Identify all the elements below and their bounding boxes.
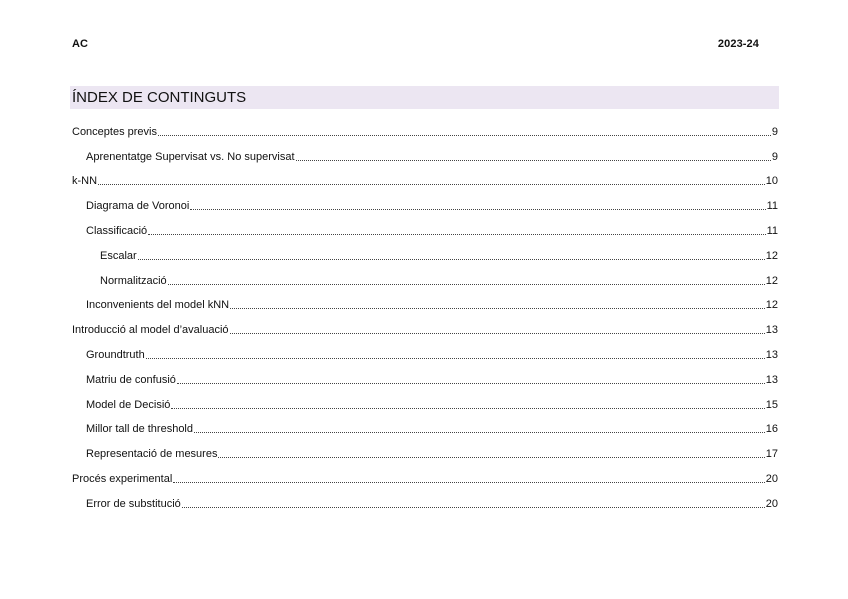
toc-entry[interactable]: [72, 362, 778, 387]
toc-entry-page-number: 10: [765, 175, 778, 188]
header-year: 2023-24: [717, 38, 759, 50]
header-course: AC: [72, 38, 89, 50]
toc-entry-page-number: 17: [765, 448, 778, 461]
toc-entry-label: Representació de mesures: [86, 448, 218, 461]
toc-entry[interactable]: [72, 461, 778, 486]
toc-entry-label: Matriu de confusió: [86, 373, 176, 386]
toc-entry-page-number: 13: [765, 348, 778, 361]
toc-entry-page-number: 13: [765, 373, 778, 386]
toc-entry[interactable]: [72, 139, 778, 164]
toc-entry-page-number: 16: [765, 423, 778, 436]
toc-entry-label: Procés experimental: [72, 472, 173, 485]
toc-dot-leader: [168, 284, 765, 285]
toc-dot-leader: [194, 432, 765, 433]
toc-entry-label: Model de Decisió: [86, 398, 171, 411]
toc-dot-leader: [173, 482, 764, 483]
toc-dot-leader: [148, 234, 765, 235]
toc-entry-page-number: 20: [765, 472, 778, 485]
toc-entry-label: Aprenentatge Supervisat vs. No supervisat: [86, 150, 295, 163]
toc-entry[interactable]: [72, 288, 778, 313]
toc-entry[interactable]: [72, 387, 778, 412]
toc-entry-label: Inconvenients del model kNN: [86, 299, 230, 312]
toc-dot-leader: [138, 259, 765, 260]
toc-entry[interactable]: [72, 188, 778, 213]
toc-entry-page-number: 12: [765, 249, 778, 262]
toc-entry[interactable]: [72, 412, 778, 437]
toc-entry-page-number: 11: [766, 200, 778, 213]
toc-entry[interactable]: [72, 263, 778, 288]
toc-dot-leader: [230, 333, 765, 334]
toc-dot-leader: [177, 383, 765, 384]
toc-dot-leader: [98, 184, 765, 185]
toc-list: [72, 114, 778, 511]
toc-dot-leader: [190, 209, 765, 210]
toc-dot-leader: [171, 408, 764, 409]
toc-entry-page-number: 12: [765, 299, 778, 312]
toc-entry[interactable]: [72, 486, 778, 511]
toc-entry-label: Millor tall de threshold: [86, 423, 193, 436]
toc-dot-leader: [146, 358, 765, 359]
toc-entry[interactable]: [72, 114, 778, 139]
toc-entry[interactable]: [72, 213, 778, 238]
toc-entry[interactable]: [72, 164, 778, 189]
toc-entry-label: Conceptes previs: [72, 125, 157, 138]
toc-entry-page-number: 12: [765, 274, 778, 287]
toc-entry-label: Error de substitució: [86, 497, 181, 510]
toc-dot-leader: [230, 308, 765, 309]
toc-entry-label: Normalització: [100, 274, 167, 287]
toc-entry-label: Groundtruth: [86, 348, 145, 361]
toc-dot-leader: [158, 135, 771, 136]
toc-dot-leader: [296, 160, 771, 161]
toc-entry-label: Introducció al model d’avaluació: [72, 324, 229, 337]
toc-dot-leader: [218, 457, 764, 458]
toc-entry-label: Classificació: [86, 224, 148, 237]
toc-entry-page-number: 11: [766, 224, 778, 237]
toc-entry[interactable]: [72, 312, 778, 337]
toc-entry-page-number: 13: [765, 324, 778, 337]
toc-entry-page-number: 20: [765, 497, 778, 510]
toc-entry-page-number: 15: [765, 398, 778, 411]
toc-title: ÍNDEX DE CONTINGUTS: [70, 86, 779, 109]
toc-dot-leader: [182, 507, 765, 508]
toc-entry-page-number: 9: [771, 125, 778, 138]
toc-entry-page-number: 9: [771, 150, 778, 163]
toc-entry-label: Escalar: [100, 249, 137, 262]
toc-entry[interactable]: [72, 238, 778, 263]
toc-entry-label: Diagrama de Voronoi: [86, 200, 190, 213]
toc-entry-label: k-NN: [72, 175, 98, 188]
toc-entry[interactable]: [72, 436, 778, 461]
toc-entry[interactable]: [72, 337, 778, 362]
